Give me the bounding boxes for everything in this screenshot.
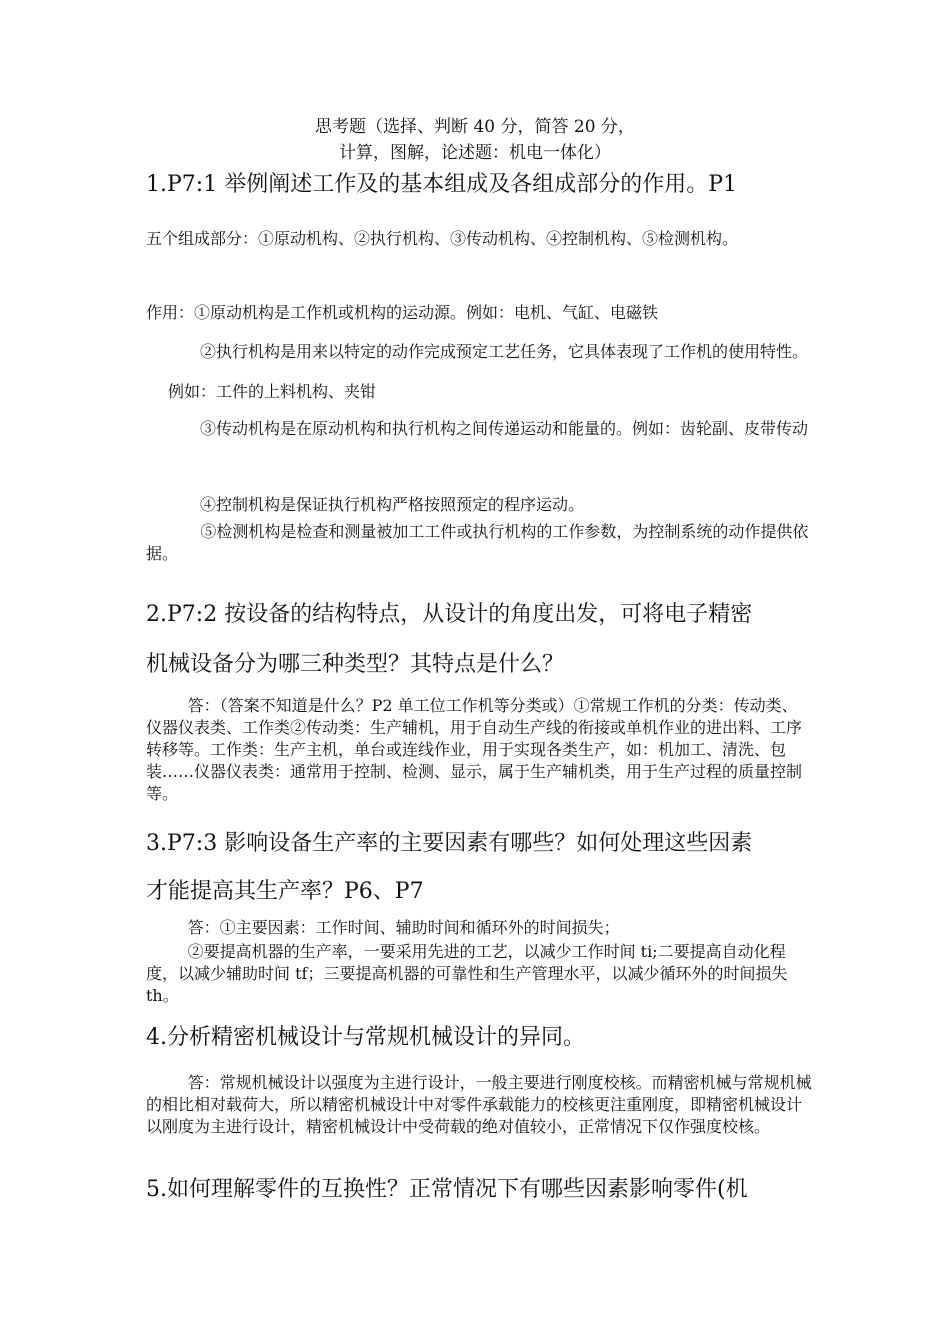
question-3-title-line-1: 3.P7:3 影响设备生产率的主要因素有哪些？如何处理这些因素 xyxy=(146,831,753,856)
q3-answer-1: 答：①主要因素：工作时间、辅助时间和循环外的时间损失； xyxy=(187,918,620,937)
question-5-title: 5.如何理解零件的互换性？正常情况下有哪些因素影响零件(机 xyxy=(146,1177,748,1202)
q1-components: 五个组成部分：①原动机构、②执行机构、③传动机构、④控制机构、⑤检测机构。 xyxy=(146,229,739,248)
header-line-1: 思考题（选择、判断 40 分，简答 20 分， xyxy=(315,117,635,137)
q1-role-2: ②执行机构是用来以特定的动作完成预定工艺任务，它具体表现了工作机的使用特性。例如：工件的上料机构、夹钳 xyxy=(168,342,809,401)
question-4-title: 4.分析精密机械设计与常规机械设计的异同。 xyxy=(146,1025,585,1050)
question-2-title-line-1: 2.P7:2 按设备的结构特点，从设计的角度出发，可将电子精密 xyxy=(146,602,753,627)
q1-role-3: ③传动机构是在原动机构和执行机构之间传递运动和能量的。例如：齿轮副、皮带传动 xyxy=(200,419,809,438)
q1-role-4: ④控制机构是保证执行机构严格按照预定的程序运动。 xyxy=(200,495,585,514)
q2-answer: 答：（答案不知道是什么？P2 单工位工作机等分类或）①常规工作机的分类：传动类、仪器仪表类、工作类②传动类：生产辅机，用于自动生产线的衔接或单机作业的进出料、工序转移等。工作类：生产主机，单台或连线作业，用于实现各类生产，如：机加工、清洗、包装……仪器仪表类：通常用于控制、检测、显示，属于生产辅机类，用于生产过程的质量控制等。 xyxy=(146,696,803,803)
header-line-2: 计算，图解，论述题：机电一体化） xyxy=(339,143,611,163)
q1-role-5: ⑤检测机构是检查和测量被加工工件或执行机构的工作参数，为控制系统的动作提供依据。 xyxy=(146,522,809,563)
question-1-title: 1.P7:1 举例阐述工作及的基本组成及各组成部分的作用。P1 xyxy=(146,172,737,197)
q1-role-1: 作用：①原动机构是工作机或机构的运动源。例如：电机、气缸、电磁铁 xyxy=(146,303,659,322)
q3-answer-2: ②要提高机器的生产率，一要采用先进的工艺，以减少工作时间 ti;二要提高自动化程度，以减少辅助时间 tf；三要提高机器的可靠性和生产管理水平，以减少循环外的时间损失 th。 xyxy=(146,942,788,1005)
question-2-title-line-2: 机械设备分为哪三种类型？其特点是什么？ xyxy=(146,652,565,677)
q4-answer: 答：常规机械设计以强度为主进行设计，一般主要进行刚度校核。而精密机械与常规机械的相比相对载荷大，所以精密机械设计中对零件承载能力的校核更注重刚度，即精密机械设计以刚度为主进行设计，精密机械设计中受荷载的绝对值较小，正常情况下仅作强度校核。 xyxy=(146,1073,812,1136)
question-3-title-line-2: 才能提高其生产率？P6、P7 xyxy=(146,879,424,904)
